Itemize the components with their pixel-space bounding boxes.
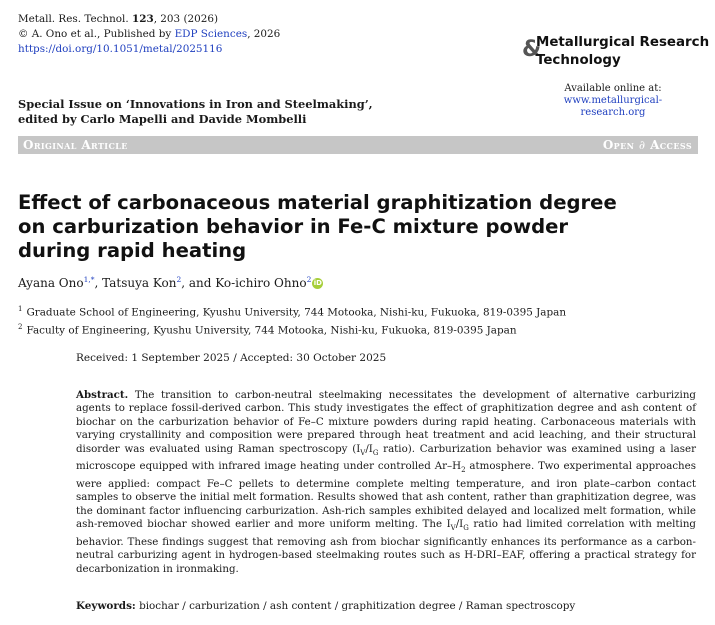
citation-line — [18, 12, 280, 27]
availability — [532, 83, 694, 119]
logo-ampersand: & — [522, 37, 542, 62]
keywords-text: biochar / carburization / ash content / graphitization degree / Raman spectroscopy — [135, 600, 576, 612]
journal-name: Metall. Res. Technol. — [18, 13, 129, 25]
open-access-label — [603, 138, 692, 152]
article-title: Effect of carbonaceous material graphitization degree on carburization behavior in Fe-C mixture powder during rapid heating — [18, 191, 617, 262]
affiliation-text: Faculty of Engineering, Kyushu University, 744 Motooka, Nishi-ku, Fukuoka, 819-0395 Japan — [26, 324, 517, 337]
affiliation-text: Graduate School of Engineering, Kyushu University, 744 Motooka, Nishi-ku, Fukuoka, 819-0395 Japan — [26, 306, 567, 319]
availability-label: Available online at: — [564, 83, 662, 94]
author-affiliation-ref[interactable]: 2 — [176, 275, 182, 284]
keywords-label: Keywords: — [76, 600, 136, 612]
keywords — [76, 600, 575, 612]
author-name: Ayana Ono — [18, 276, 84, 290]
article-type-band — [18, 136, 698, 154]
author-name: Tatsuya Kon — [102, 276, 177, 290]
abstract-text: The transition to carbon-neutral steelmaking necessitates the development of alternative carburizing agents to replace fossil-derived carbon. This study investigates the effect of graphitization degree and ash content of biochar on the carburization behavior of Fe–C mixture powders during rapid heating. Carbonaceous materials with varying crystallinity and composition were prepared through heat treatment and acid leaching, and their structural disorder was evaluated using Raman spectroscopy (I — [76, 389, 696, 455]
special-issue — [18, 97, 373, 127]
abstract-label: Abstract. — [76, 389, 129, 401]
special-issue-line-1: Special Issue on ‘Innovations in Iron and Steelmaking’, — [18, 97, 373, 111]
article-type: Original Article — [23, 138, 128, 152]
copyright-prefix: © A. Ono et al., Published by — [18, 28, 175, 40]
journal-website-link[interactable]: www.metallurgical-research.org — [563, 95, 663, 118]
affiliation-item — [18, 320, 566, 338]
author-list: Ayana Ono$^{1,*}$, Tatsuya Kon$^2$, and Ko-ichiro Ohno$^2$ iD — [18, 275, 322, 290]
copyright-line — [18, 27, 280, 42]
logo-line-2: Technology — [536, 53, 621, 68]
affiliation-item — [18, 302, 566, 320]
open-access-icon: ∂ — [638, 138, 646, 152]
received-accepted-dates: Received: 1 September 2025 / Accepted: 30 October 2025 — [76, 352, 387, 364]
author-name: Ko-ichiro Ohno — [215, 276, 307, 290]
special-issue-line-2: edited by Carlo Mapelli and Davide Mombelli — [18, 112, 307, 126]
open-access-open: Open — [602, 138, 635, 152]
logo-line-1: Metallurgical Research — [536, 35, 710, 50]
orcid-icon[interactable]: iD — [313, 279, 322, 287]
author-affiliation-ref[interactable]: 1,* — [83, 275, 95, 284]
abstract: Abstract. The transition to carbon-neutral steelmaking necessitates the development of alternative carburizing agents to replace fossil-derived carbon. This study investigates the effect of graphitization degree and ash content of biochar on the carburization behavior of Fe–C mixture powders during rapid heating. Carbonaceous materials with varying crystallinity and composition were prepared through heat treatment and acid leaching, and their structural disorder was evaluated using Raman spectroscopy ($I_V/I_G$ ratio). Carburization behavior was examined using a laser microscope equipped with infrared image heating under controlled $Ar-H_2$ atmosphere. Two experimental approaches were applied: compact Fe–C pellets to determine complete melting temperature, and iron plate–carbon contact samples to observe the initial melt formation. Results showed that ash content, rather than graphitization degree, was the dominant factor influencing carburization. Ash-rich samples exhibited delayed and localized melt formation, while ash-removed biochar showed earlier and more uniform melting. The $I_V/I_G$ ratio had limited correlation with melting behavior. These findings suggest that removing ash from biochar significantly enhances its performance as a carbon-neutral carburizing agent in hydrogen-based steelmaking routes such as H-DRI–EAF, offering a practical strategy for decarbonization in ironmaking. — [76, 389, 696, 575]
doi-link[interactable]: https://doi.org/10.1051/metal/2025116 — [18, 43, 223, 55]
citation-block — [18, 12, 280, 57]
affiliation-number: 1 — [18, 305, 23, 313]
journal-logo — [522, 29, 712, 75]
affiliation-number: 2 — [18, 323, 23, 332]
copyright-year: , 2026 — [247, 28, 281, 40]
affiliations — [18, 302, 566, 339]
publisher-link[interactable]: EDP Sciences — [174, 28, 248, 40]
open-access-access: Access — [650, 138, 692, 152]
volume: 123 — [132, 13, 154, 25]
author-affiliation-ref[interactable]: 2 — [306, 275, 312, 284]
pages-year: , 203 (2026) — [153, 13, 218, 25]
